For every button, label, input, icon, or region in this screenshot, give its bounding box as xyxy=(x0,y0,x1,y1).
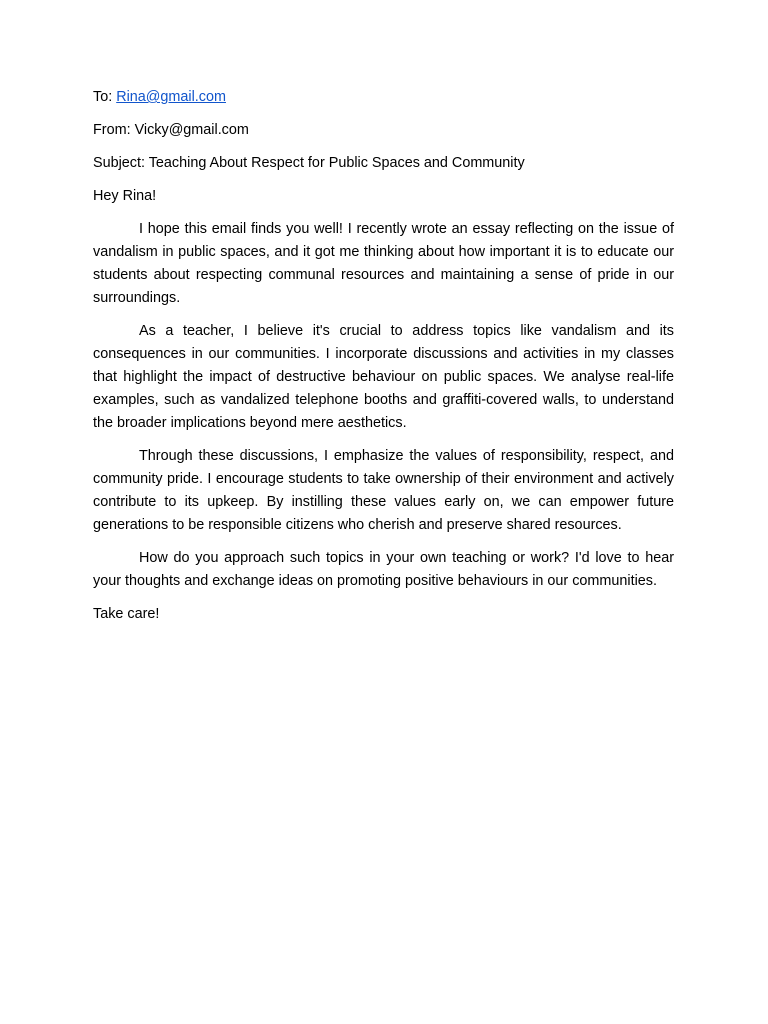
to-label: To: xyxy=(93,89,117,105)
body-paragraph-2: As a teacher, I believe it's crucial to address topics like vandalism and its consequences in our communities. I incorporate discussions and activities in my classes that highlight the impact of destructive behaviour on public spaces. We analyse real-life examples, such as vandalized telephone booths and graffiti-covered walls, to understand the broader implications beyond mere aesthetics. xyxy=(93,323,674,431)
body-paragraph-3: Through these discussions, I emphasize the values of responsibility, respect, and community pride. I encourage students to take ownership of their environment and actively contribute to its upkeep. By instilling these values early on, we can empower future generations to be responsible citizens who cherish and preserve shared resources. xyxy=(93,448,674,533)
to-email-link[interactable]: Rina@gmail.com xyxy=(116,89,226,105)
body-paragraph-1: I hope this email finds you well! I recently wrote an essay reflecting on the issue of vandalism in public spaces, and it got me thinking about how important it is to educate our students about respecting communal resources and maintaining a sense of pride in our surroundings. xyxy=(93,221,674,306)
to-line xyxy=(93,86,674,109)
greeting: Hey Rina! xyxy=(93,188,157,204)
subject-line: Subject: Teaching About Respect for Public Spaces and Community xyxy=(93,155,525,171)
closing: Take care! xyxy=(93,606,160,622)
email-document xyxy=(93,86,674,636)
body-paragraph-4: How do you approach such topics in your own teaching or work? I'd love to hear your thoughts and exchange ideas on promoting positive behaviours in our communities. xyxy=(93,550,674,589)
from-line: From: Vicky@gmail.com xyxy=(93,122,249,138)
